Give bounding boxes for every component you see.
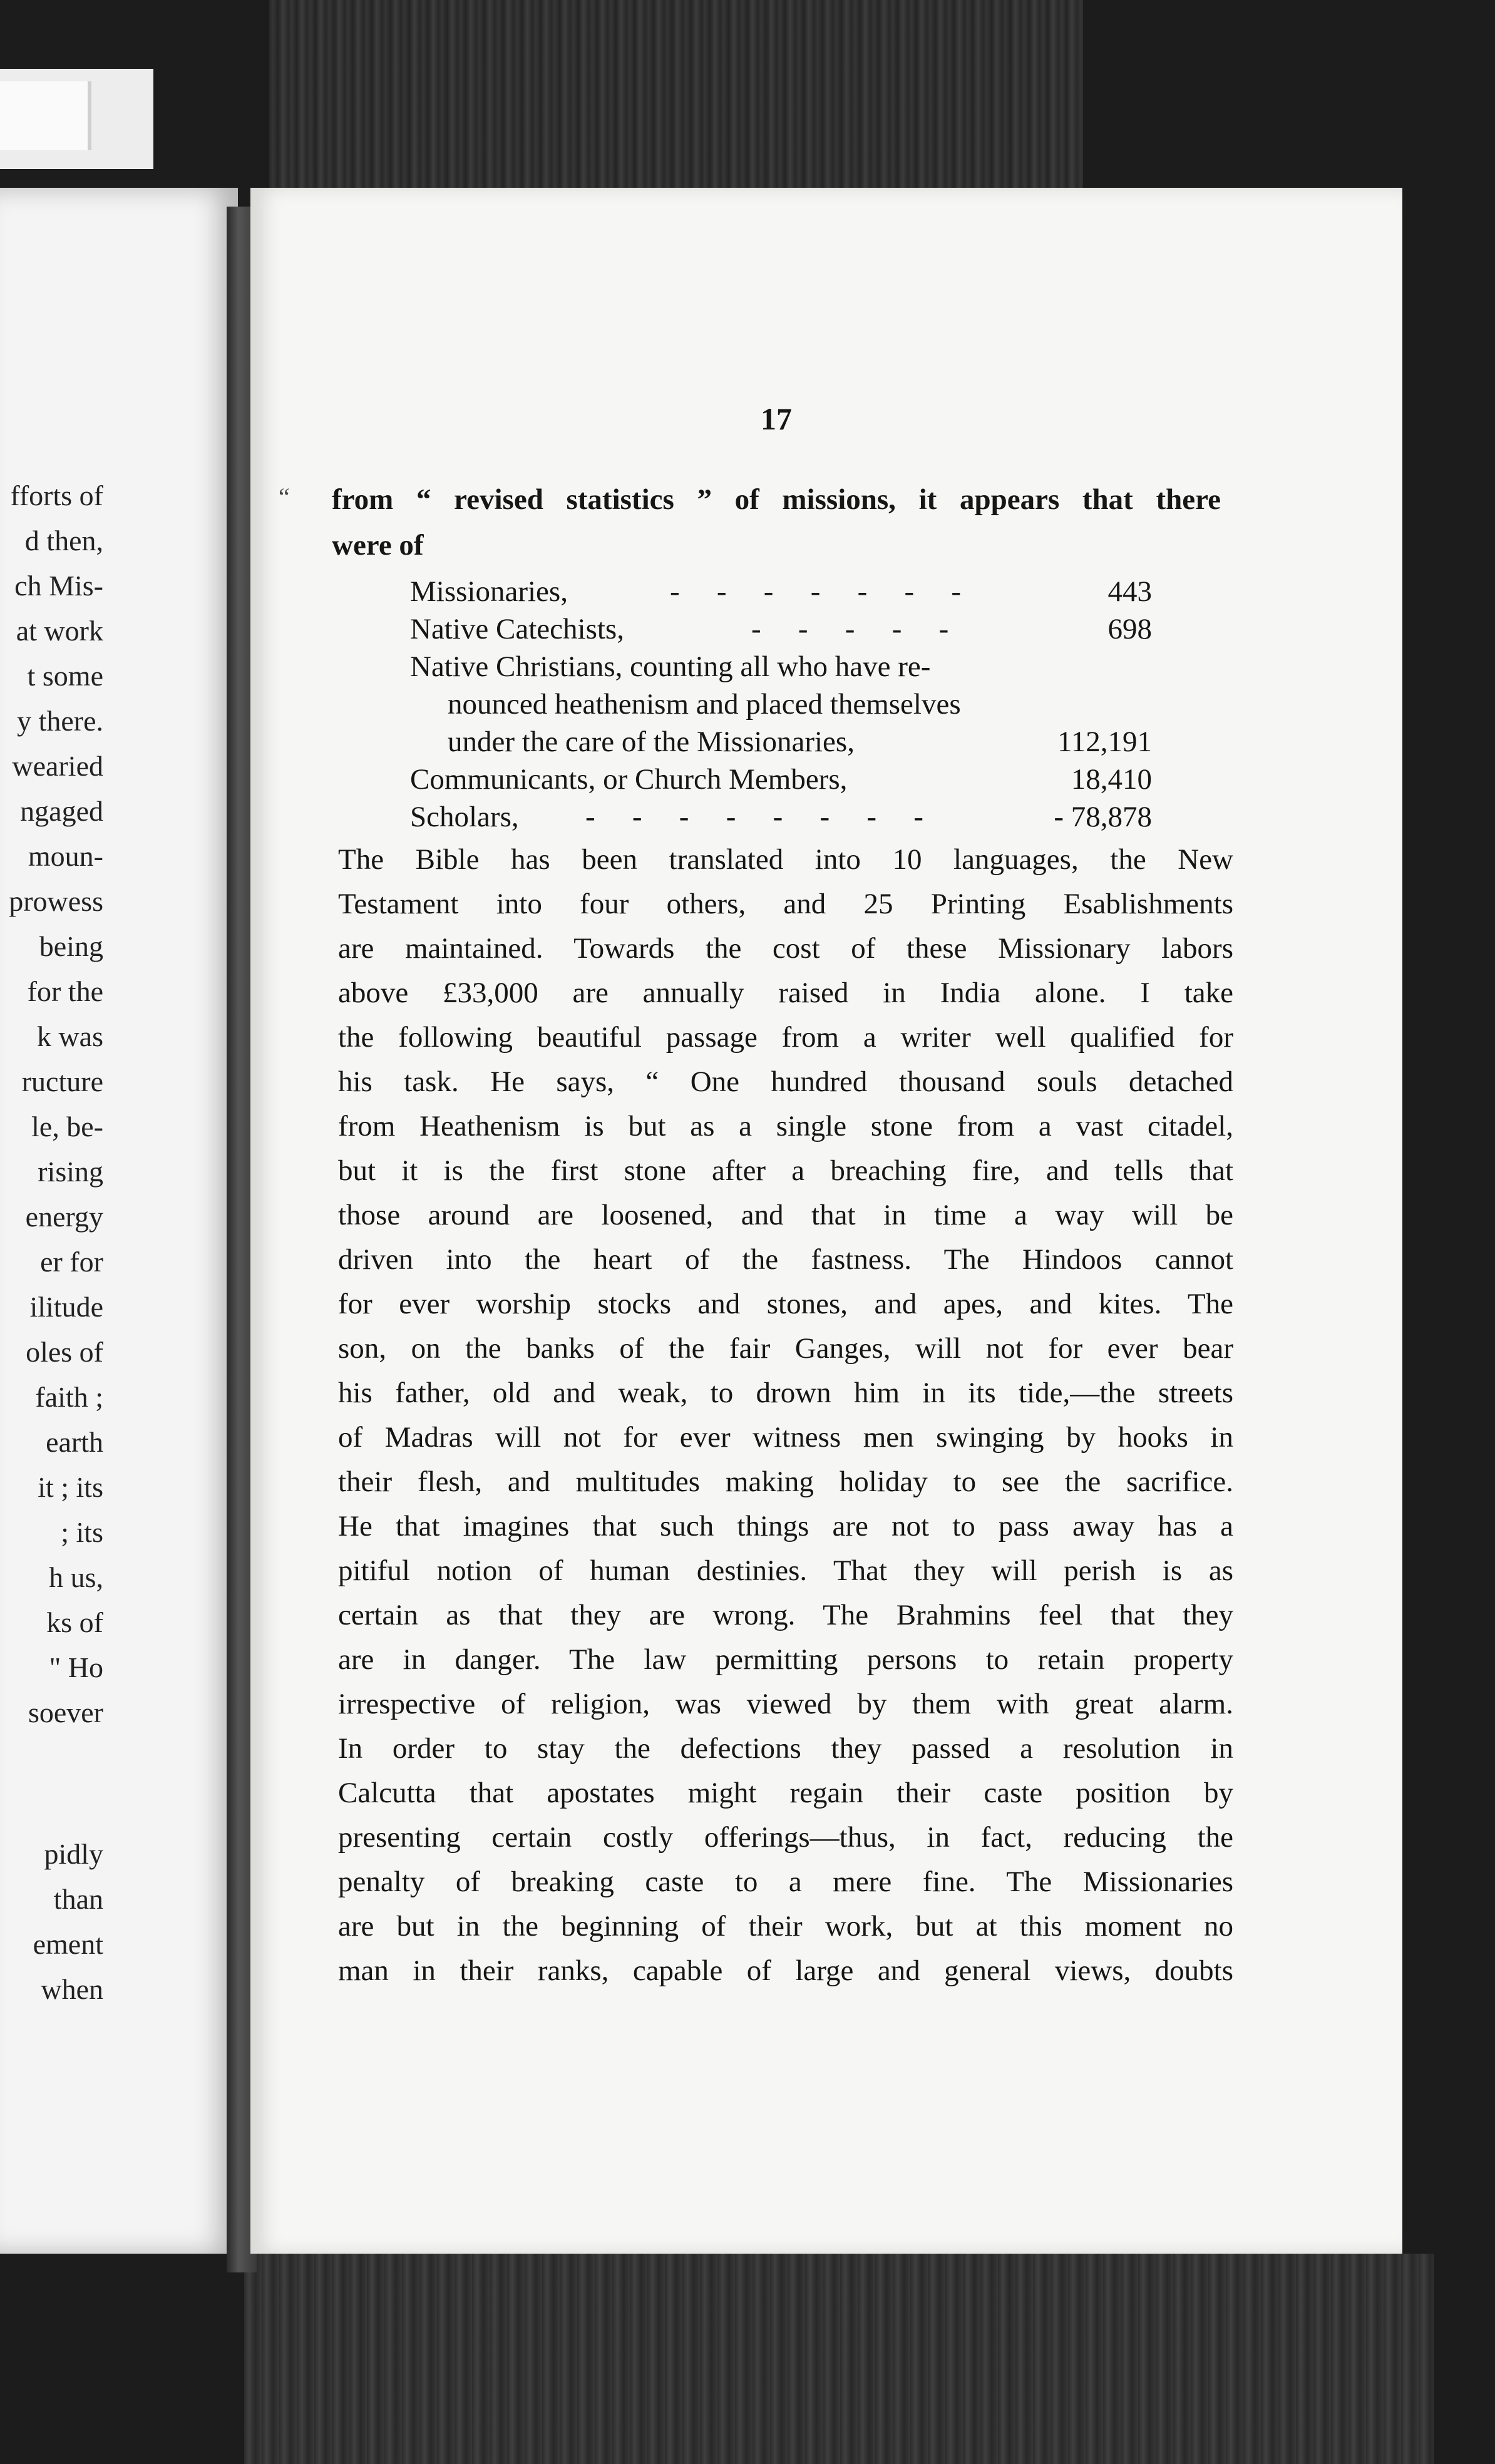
stat-leaders: - - - - - - - (670, 575, 965, 608)
left-fragment: h us, (49, 1561, 103, 1593)
body-line: his father, old and weak, to drown him in its tide,—the streets (338, 1377, 1233, 1409)
body-line: The Bible has been translated into 10 languages, the New (338, 843, 1233, 876)
stat-label: under the care of the Missionaries, (448, 726, 855, 758)
left-fragment: prowess (9, 885, 103, 917)
left-fragment: le, be- (31, 1111, 103, 1142)
body-line: irrespective of religion, was viewed by them with great alarm. (338, 1688, 1233, 1720)
left-fragment: er for (40, 1246, 103, 1278)
left-fragment: being (39, 930, 103, 962)
stat-label: Communicants, or Church Members, (410, 763, 848, 796)
page-tab-inner (0, 81, 91, 150)
stat-value: 698 (1107, 613, 1152, 645)
body-line: certain as that they are wrong. The Brahmins feel that they (338, 1599, 1233, 1631)
left-fragment: it ; its (38, 1471, 103, 1503)
left-fragment: moun- (28, 840, 103, 872)
body-line: the following beautiful passage from a writer well qualified for (338, 1021, 1233, 1054)
left-fragment: fforts of (10, 480, 103, 511)
left-fragment: faith ; (35, 1381, 103, 1413)
body-line: pitiful notion of human destinies. That they will perish is as (338, 1554, 1233, 1587)
left-fragment: energy (25, 1201, 103, 1233)
body-line: driven into the heart of the fastness. The Hindoos cannot (338, 1243, 1233, 1276)
body-line: presenting certain costly offerings—thus, in fact, reducing the (338, 1821, 1233, 1854)
body-line: but it is the first stone after a breaching fire, and tells that (338, 1154, 1233, 1187)
left-fragment: at work (16, 615, 103, 647)
left-fragment: ngaged (20, 795, 103, 827)
left-fragment: k was (36, 1020, 103, 1052)
intro-line: were of (332, 529, 424, 562)
left-fragment: d then, (24, 525, 103, 557)
stat-value: 18,410 (1071, 763, 1152, 796)
scan-background-top (269, 0, 1083, 188)
margin-mark: “ (279, 483, 290, 511)
body-line: from Heathenism is but as a single stone from a vast citadel, (338, 1110, 1233, 1142)
left-fragment: ructure (21, 1065, 103, 1097)
left-fragment: y there. (17, 705, 103, 737)
body-line: those around are loosened, and that in time a way will be (338, 1199, 1233, 1231)
body-line: are maintained. Towards the cost of these Missionary labors (338, 932, 1233, 965)
body-line: son, on the banks of the fair Ganges, will not for ever bear (338, 1332, 1233, 1365)
stat-leaders: - - - - - (751, 613, 953, 645)
body-line: In order to stay the defections they passed a resolution in (338, 1732, 1233, 1765)
left-fragment: earth (46, 1426, 103, 1458)
left-fragment: soever (28, 1697, 103, 1728)
stat-label: Missionaries, (410, 575, 568, 608)
left-fragment: ch Mis- (14, 570, 103, 602)
left-fragment: ks of (46, 1606, 103, 1638)
body-line: Calcutta that apostates might regain their caste position by (338, 1777, 1233, 1809)
left-fragment: " Ho (49, 1651, 103, 1683)
stat-label: Native Christians, counting all who have re- (410, 650, 931, 683)
left-fragment: oles of (26, 1336, 103, 1368)
left-fragment: for the (27, 975, 103, 1007)
body-line: his task. He says, “ One hundred thousand souls detached (338, 1065, 1233, 1098)
body-line: are but in the beginning of their work, but at this moment no (338, 1910, 1233, 1943)
stat-value: 443 (1107, 575, 1152, 608)
stat-leaders: - - - - - - - - (585, 801, 927, 833)
intro-line: from “ revised statistics ” of missions, it appears that there (332, 483, 1221, 516)
body-line: penalty of breaking caste to a mere fine. The Missionaries (338, 1866, 1233, 1898)
left-page-text (0, 188, 103, 2254)
stat-value: - 78,878 (1054, 801, 1152, 833)
left-fragment: wearied (12, 750, 103, 782)
scan-background-bottom (244, 2254, 1434, 2464)
body-line: Testament into four others, and 25 Printing Esablishments (338, 888, 1233, 920)
left-page (0, 188, 238, 2254)
stat-label: Native Catechists, (410, 613, 624, 645)
left-fragment: ilitude (29, 1291, 103, 1323)
body-line: man in their ranks, capable of large and general views, doubts (338, 1954, 1233, 1987)
stat-label: nounced heathenism and placed themselves (448, 688, 961, 721)
left-fragment: ; its (61, 1516, 103, 1548)
left-fragment: when (41, 1973, 103, 2005)
page-number: 17 (761, 401, 792, 436)
body-line: are in danger. The law permitting persons to retain property (338, 1643, 1233, 1676)
body-line: their flesh, and multitudes making holiday to see the sacrifice. (338, 1466, 1233, 1498)
left-fragment: pidly (44, 1838, 103, 1870)
stat-value: 112,191 (1057, 726, 1152, 758)
left-fragment: rising (38, 1156, 103, 1188)
body-line: above £33,000 are annually raised in India alone. I take (338, 977, 1233, 1009)
body-line: for ever worship stocks and stones, and apes, and kites. The (338, 1288, 1233, 1320)
left-fragment: than (53, 1883, 103, 1915)
left-fragment: ement (33, 1928, 103, 1960)
body-line: of Madras will not for ever witness men swinging by hooks in (338, 1421, 1233, 1454)
stat-label: Scholars, (410, 801, 519, 833)
body-line: He that imagines that such things are not to pass away has a (338, 1510, 1233, 1543)
left-fragment: t some (27, 660, 103, 692)
